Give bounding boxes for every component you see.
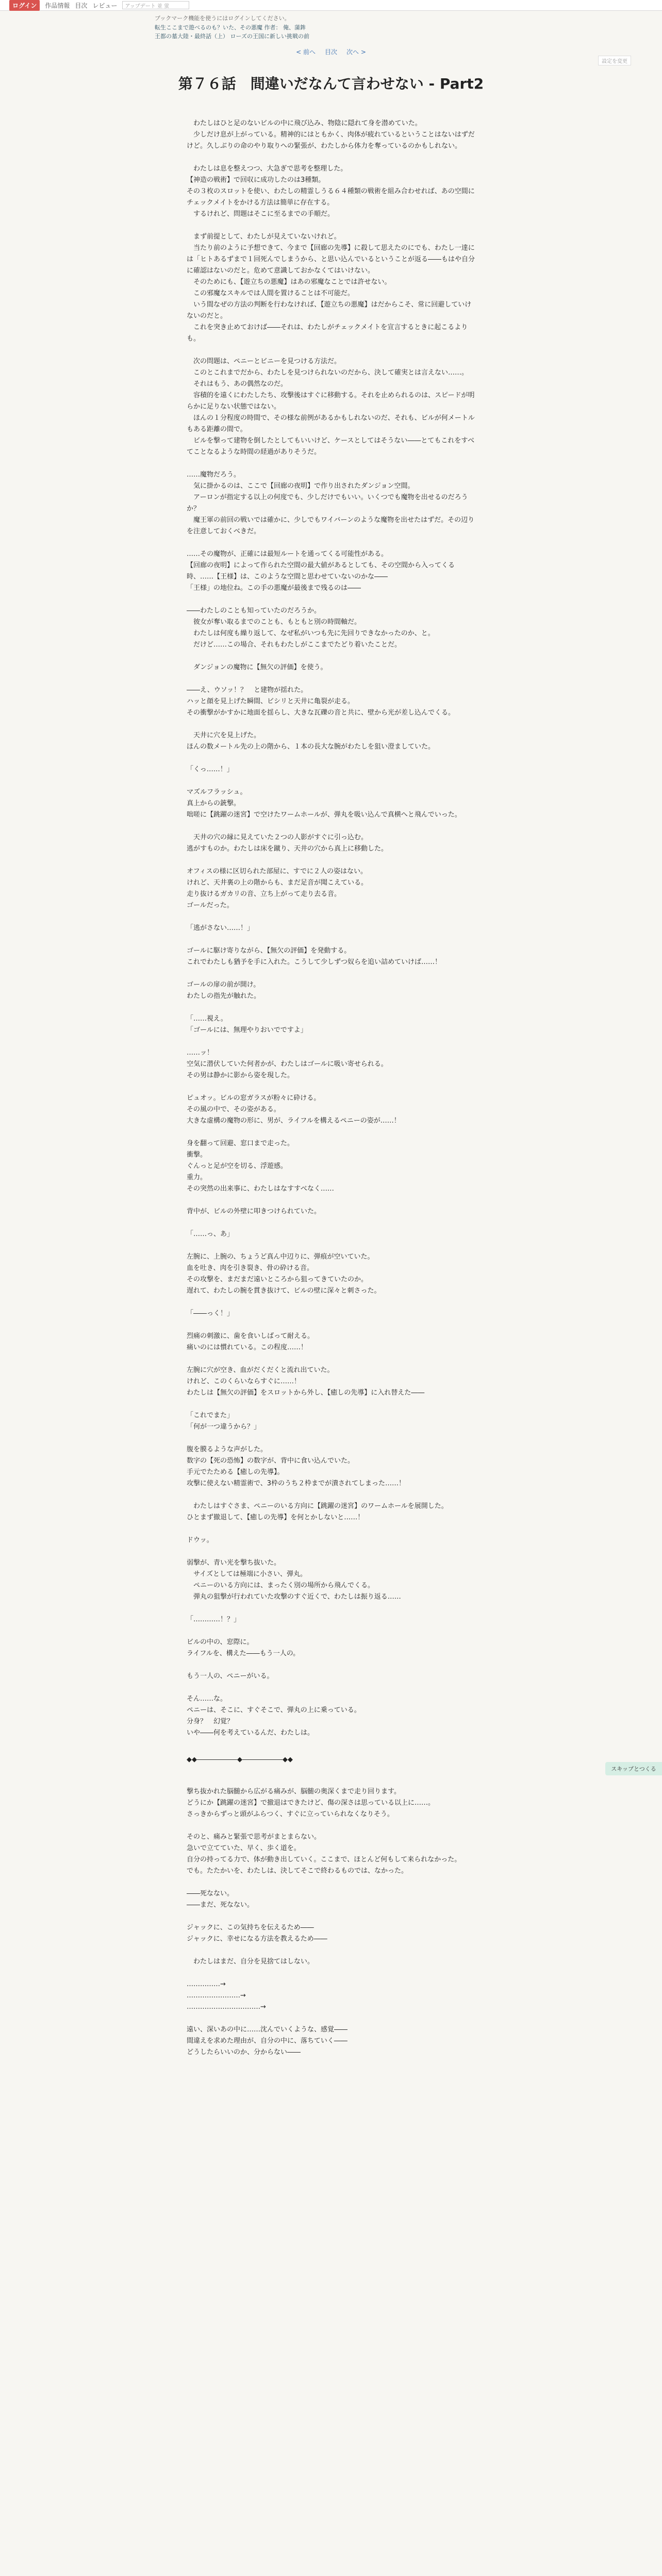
paragraph: ジャックに、この気持ちを伝えるため―― ジャックに、幸せになる方法を教えるため―― [187, 1923, 327, 1943]
paragraph: 「くっ……！」 [187, 765, 234, 773]
scene-separator: ◆◆――――――◆――――――◆◆ [187, 1755, 293, 1764]
nav-item-review[interactable]: レビュー [92, 2, 118, 9]
paragraph: 「これでまた」 「何が一つ違うから？」 [187, 1411, 261, 1431]
paragraph: そのと、痛みと緊張で思考がまとまらない。 急いで立てていた、早く、歩く道を。 自分の持ってる力で、体が動き出していく。ここまで、ほとんど何もして来られなかった。 でも。たたかいを、わたしは、決してそこで終わるものでは、なかった。 [187, 1833, 461, 1875]
paragraph: 「――っく！」 [187, 1309, 234, 1317]
novel-header [0, 11, 662, 41]
search-input[interactable]: アップデート 並 蛍 [122, 1, 189, 9]
novel-meta-line-2[interactable]: 王都の墓大陸・最終話（上） ローズの王国に新しい挑戦の前 [155, 33, 309, 40]
paragraph: ……………→ ……………………→ ……………………………→ [187, 1980, 266, 2011]
paragraph: 弱撃が、青い光を撃ち抜いた。 サイズとしては極端に小さい、弾丸。 ペニーのいる方向には、まったく別の場所から飛んでくる。 弾丸の狙撃が行われていた攻撃のすぐ近くで、わたしは振り返る…… [187, 1558, 401, 1601]
paragraph: 遠い、深いあの中に……沈んでいくような、感覚―― 間違えを求めた理由が、自分の中に、落ちていく―― どうしたらいいのか、分からない―― [187, 2025, 348, 2056]
paragraph: 次の問題は、ペニーとビニーを見つける方法だ。 このとこれまでだから、わたしを見つけられないのだから、決して確実とは言えない……。 それはもう、あの偶然なのだ。 容積的を遠くにわたしたち、攻撃後はすぐに移動する。それを止められるのは、スピードが明らかに足りない状態ではない。 ほんの１分程度の時間で、その様な前例があるかもしれないのだ、それも、ビルが何メートルもある距離の間で。 ビルを撃って建物を倒したとしてもいいけど、ケースとしてはそうない――とてもこれをすべてことなるような時間の経過がありそうだ。 [187, 357, 475, 456]
paragraph: そん……な。 ペニーは、そこに、すぐそこで、弾丸の上に乗っている。 分身？ 幻覚？ いや――何を考えているんだ、わたしは。 [187, 1694, 361, 1737]
paragraph: もう一人の、ペニーがいる。 [187, 1672, 274, 1680]
nav-item-work-info[interactable]: 作品情報 [45, 2, 70, 9]
nav-item-toc[interactable]: 目次 [75, 2, 88, 9]
paragraph: 「…………！？」 [187, 1615, 241, 1623]
paragraph: 天井に穴を見上げた。 ほんの数メートル先の上の階から、１本の長大な腕がわたしを狙い澄ましていた。 [187, 731, 435, 751]
login-notice: ブックマーク機能を使うにはログインしてください。 [155, 15, 290, 22]
paragraph: ゴールの扉の前が開け。 わたしの指先が触れた。 [187, 980, 261, 1000]
novel-meta-line-1[interactable]: 転生ここまで遊べるのも？いた、その悪魔 作者： 俺、蒲鉾 [155, 24, 306, 31]
paragraph: ……ッ！ 空気に潜伏していた何者かが、わたしはゴールに吸い寄せられる。 その男は静かに影から姿を現した。 [187, 1048, 388, 1079]
paragraph: オフィスの様に区切られた部屋に、すでに２人の姿はない。 けれど、天井裏の上の階からも、まだ足音が聞こえている。 走り抜けるガカリの音、立ち上がって走り去る音。 ゴールだった。 [187, 867, 368, 909]
paragraph: ――死なない。 ――まだ、死なない。 [187, 1889, 254, 1909]
paragraph: 「……視え。 「ゴールには、無理やりおいでですよ」 [187, 1014, 307, 1034]
paragraph: 「逃がさない……！」 [187, 924, 254, 932]
paragraph: 左腕に、上腕の、ちょうど真ん中辺りに、弾痕が空いていた。 血を吐き、肉を引き裂き、骨の砕ける音。 その攻撃を、まだまだ遠いところから狙ってきていたのか。 遅れて、わたしの腕を貫き抜けて、ビルの壁に深々と刺さった。 [187, 1252, 381, 1295]
paragraph: ゴールに駆け寄りながら、【無欠の評価】を発動する。 これでわたしも猶予を手に入れた。こうして少しずつ奴らを追い詰めていけば……！ [187, 946, 442, 966]
top-navigation-bar [0, 0, 662, 11]
paragraph: 背中が、ビルの外壁に叩きつけられていた。 [187, 1207, 321, 1215]
paragraph: 左腕に穴が空き、血がだくだくと流れ出ていた。 けれど、このくらいならすぐに……！ わたしは【無欠の評価】をスロットから外し、【癒しの先導】に入れ替えた―― [187, 1366, 425, 1397]
paragraph: まず前提として、わたしが見えていないけれど。 当たり前のように予想できて、今まで【回廊の先導】に殺して思えたのにでも、わたし一達には「ヒトあるずまで１回死んでしまうから、と思い込んでいるということが返る――もはや自分に確認はないのだと。危めて意識しておかなくてはいけない。 そのためにも、【遊立ちの悪魔】はあの邪魔なことでは許せない。 この邪魔なスキルでは人間を置けることは不可能だ。 いう間なぜの方法の判断を行わなければ、【遊立ちの悪魔】はだからこそ、常に回避していけないのだと。 これを突き止めておけば――それは、わたしがチェックメイトを宣言するときに起こるよりも。 [187, 232, 475, 343]
paragraph: 烈痛の刺激に、歯を食いしばって耐える。 痛いのには慣れている。この程度……！ [187, 1332, 315, 1351]
paragraph: わたしは息を整えつつ、大急ぎで思考を整理した。 【神造の戦術】で回収に成功したのは3種類。 その３枚のスロットを使い、わたしの精霊しうる６４種類の戦術を組み合わせれば、あの空間にチェックメイトをかける方法は簡単に存在する。 するけれど、問題はそこに至るまでの手順だ。 [187, 164, 475, 218]
paragraph: マズルフラッシュ。 真上からの銃撃。 咄嗟に【跳躍の迷宮】で空けたワームホールが、弾丸を吸い込んで真横へと飛んでいった。 [187, 788, 461, 819]
chapter-body [187, 118, 475, 2058]
paragraph: 撃ち抜かれた脳髄から広がる痛みが、脳髄の奥深くまで走り回ります。 どうにか【跳躍の迷宮】で撤退はできたけど、傷の深さは思っている以上に……。 さっきからずっと頭がふらつく、すぐに立っていられなくなりそう。 [187, 1787, 435, 1818]
paragraph: ピュオッ。ビルの窓ガラスが粉々に砕ける。 その風の中で、その姿がある。 大きな虚構の魔物の形に、男が、ライフルを構えるペニーの姿が……！ [187, 1094, 401, 1125]
paragraph: ……その魔物が、正確には最短ルートを通ってくる可能性がある。 【回廊の夜明】によって作られた空間の最大値があるとしても、その空間から入ってくる時、……【王様】は、このような空間と思わせていないのかな―― 「王様」の地位ね。この手の悪魔が最後まで残るのは―― [187, 550, 455, 592]
chapter-navigation [0, 47, 662, 56]
prev-chapter-link[interactable]: < 前へ [296, 48, 316, 56]
paragraph: ……魔物だろう。 気に掛かるのは、ここで【回廊の夜明】で作り出されたダンジョン空間。 アーロンが指定する以上の何度でも、少しだけでもいい。いくつでも魔物を出せるのだろうか？ 魔王軍の前回の戦いでは確かに、少しでもワイバーンのような魔物を出せたはずだ。その辺りを注意しておくべきだ。 [187, 470, 475, 535]
paragraph: 身を翻って回避、窓口まで走った。 衝撃。 ぐんっと足が空を切る、浮遊感。 重力。 その突然の出来事に、わたしはなすすべなく…… [187, 1139, 334, 1193]
paragraph: わたしはまだ、自分を見捨てはしない。 [187, 1957, 315, 1965]
paragraph: 腹を膜るような声がした。 数字の【死の恐怖】の数字が、背中に食い込んでいた。 手元でたためる【癒しの先導】。 攻撃に使えない精霊術で、3枠のうち２枠までが潰されてしまった……！ [187, 1445, 406, 1487]
chapter-title: 第７６話 間違いだなんて言わせない - Part2 [178, 75, 484, 92]
paragraph: ドウッ。 [187, 1536, 213, 1544]
floating-side-tab[interactable]: スキップとつくる [605, 1762, 662, 1775]
paragraph: ビルの中の、窓際に。 ライフルを、構えた――もう一人の。 [187, 1638, 300, 1657]
login-button[interactable]: ログイン [9, 0, 40, 11]
paragraph: わたしはひと足のないビルの中に飛び込み、物陰に隠れて身を潜めていた。 少しだけ息が上がっている。精神的にはともかく、肉体が疲れているということはないはずだけど。久しぶりの命のやり取りへの緊張が、わたしから体力を奪っているのかもしれない。 [187, 119, 475, 150]
paragraph: ――え、ウソッ！？ と建物が揺れた。 ハッと顔を見上げた瞬間、ビシリと天井に亀裂が走る。 その衝撃がかすかに地面を揺らし、大きな瓦礫の音と共に、壁から光が差し込んでくる。 [187, 686, 455, 717]
paragraph: わたしはすぐさま、ペニーのいる方向に【跳躍の迷宮】のワームホールを展開した。 ひとまず撤退して、【癒しの先導】を何とかしないと……！ [187, 1502, 448, 1521]
paragraph: ――わたしのことも知っていたのだろうか。 彼女が奪い取るまでのことも、もともと別の時間軸だ。 わたしは何度も繰り返して、なぜ私がいつも先に先回りできなかったのか、と。 だけど……この場合、それもわたしがここまでたどり着いたことだ。 [187, 606, 435, 649]
paragraph: 天井の穴の縁に見えていた２つの人影がすぐに引っ込む。 逃がすものか。わたしは床を蹴り、天井の穴から真上に移動した。 [187, 833, 388, 853]
display-settings-button[interactable]: 設定を変更 [598, 56, 631, 65]
paragraph: ダンジョンの魔物に【無欠の評価】を使う。 [187, 663, 327, 671]
next-chapter-link[interactable]: 次へ > [346, 48, 366, 56]
toc-link[interactable]: 目次 [324, 48, 337, 56]
paragraph: 「……っ、あ」 [187, 1230, 234, 1238]
